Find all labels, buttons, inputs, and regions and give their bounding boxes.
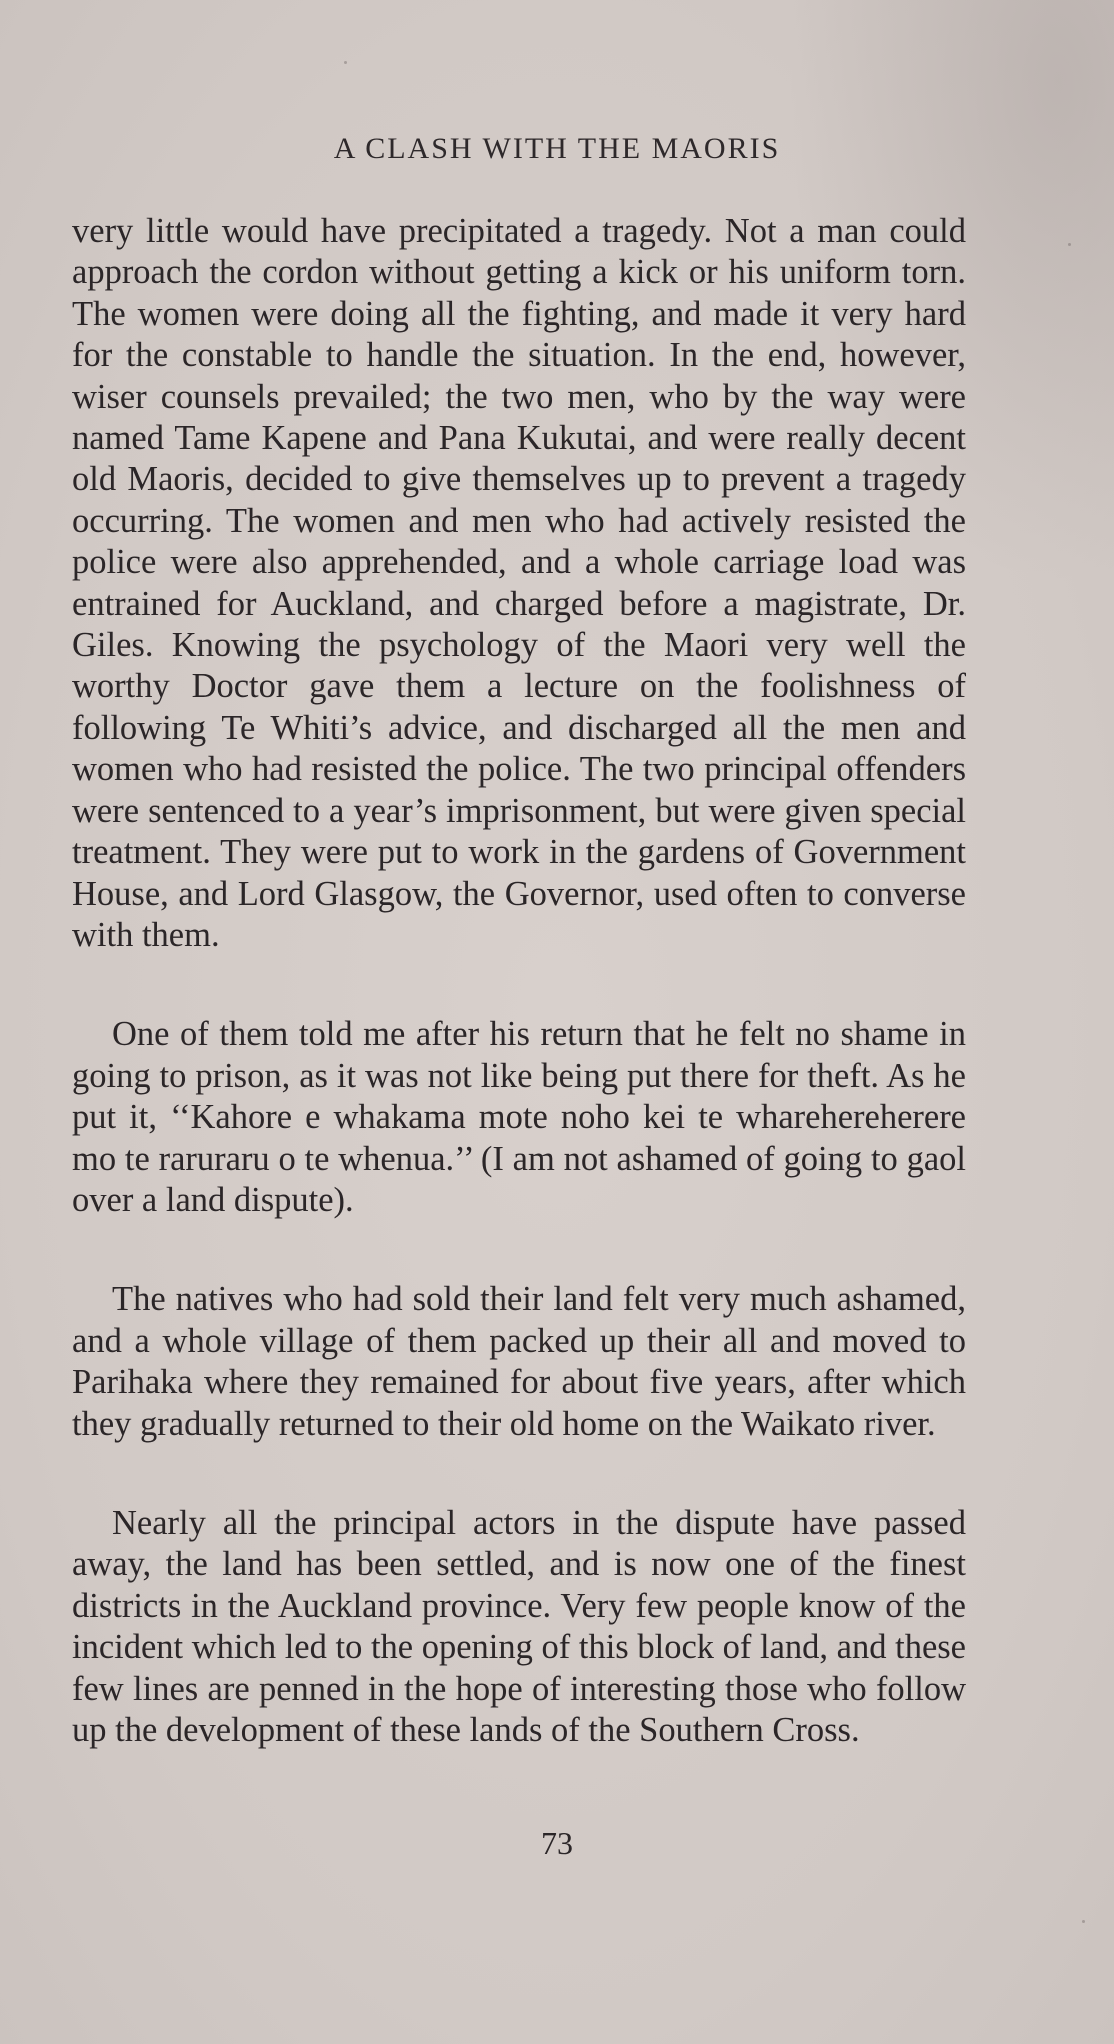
paper-speck [1082,1920,1085,1923]
paragraph-4: Nearly all the principal actors in the dispute have passed away, the land has been settled, and is now one of the finest districts in the Auckland province. Very few people know of the incident which led to the opening of this block of land, and these few lines are penned in the hope of interesting those who follow up the development of these lands of the Southern Cross. [72,1503,966,1749]
paragraph-2: One of them told me after his return that he felt no shame in going to prison, as it was not like being put there for theft. As he put it, ‘‘Kahore e whakama mote noho kei te wharehereherere mo te raruraru o te whenua.’’ (I am not ashamed of going to gaol over a land dispute). [72,1015,966,1219]
paragraph-1: very little would have precipitated a tragedy. Not a man could approach the cordon without getting a kick or his uniform torn. The women were doing all the fighting, and made it very hard for the constable to handle the situation. In the end, however, wiser counsels prevailed; the two men, who by the way were named Tame Kapene and Pana Kukutai, and were really decent old Maoris, decided to give themselves up to prevent a tragedy occurring. The women and men who had actively resisted the police were also apprehended, and a whole carriage load was entrained for Auckland, and charged before a magistrate, Dr. Giles. Knowing the psychology of the Maori very well the worthy Doctor gave them a lecture on the foolishness of following Te Whiti’s advice, and discharged all the men and women who had resisted the police. The two principal offenders were sentenced to a year’s imprisonment, but were given special treatment. They were put to work in the gardens of Government House, and Lord Glasgow, the Governor, used often to converse with them. [72,212,966,954]
paragraph-3: The natives who had sold their land felt very much ashamed, and a whole village of them packed up their all and moved to Parihaka where they remained for about five years, after which they gradually returned to their old home on the Waikato river. [72,1280,966,1443]
body-text [72,211,966,1751]
paper-speck [344,61,347,64]
paper-speck [1068,243,1071,246]
running-head: A CLASH WITH THE MAORIS [333,132,781,165]
page-number: 73 [541,1825,573,1861]
